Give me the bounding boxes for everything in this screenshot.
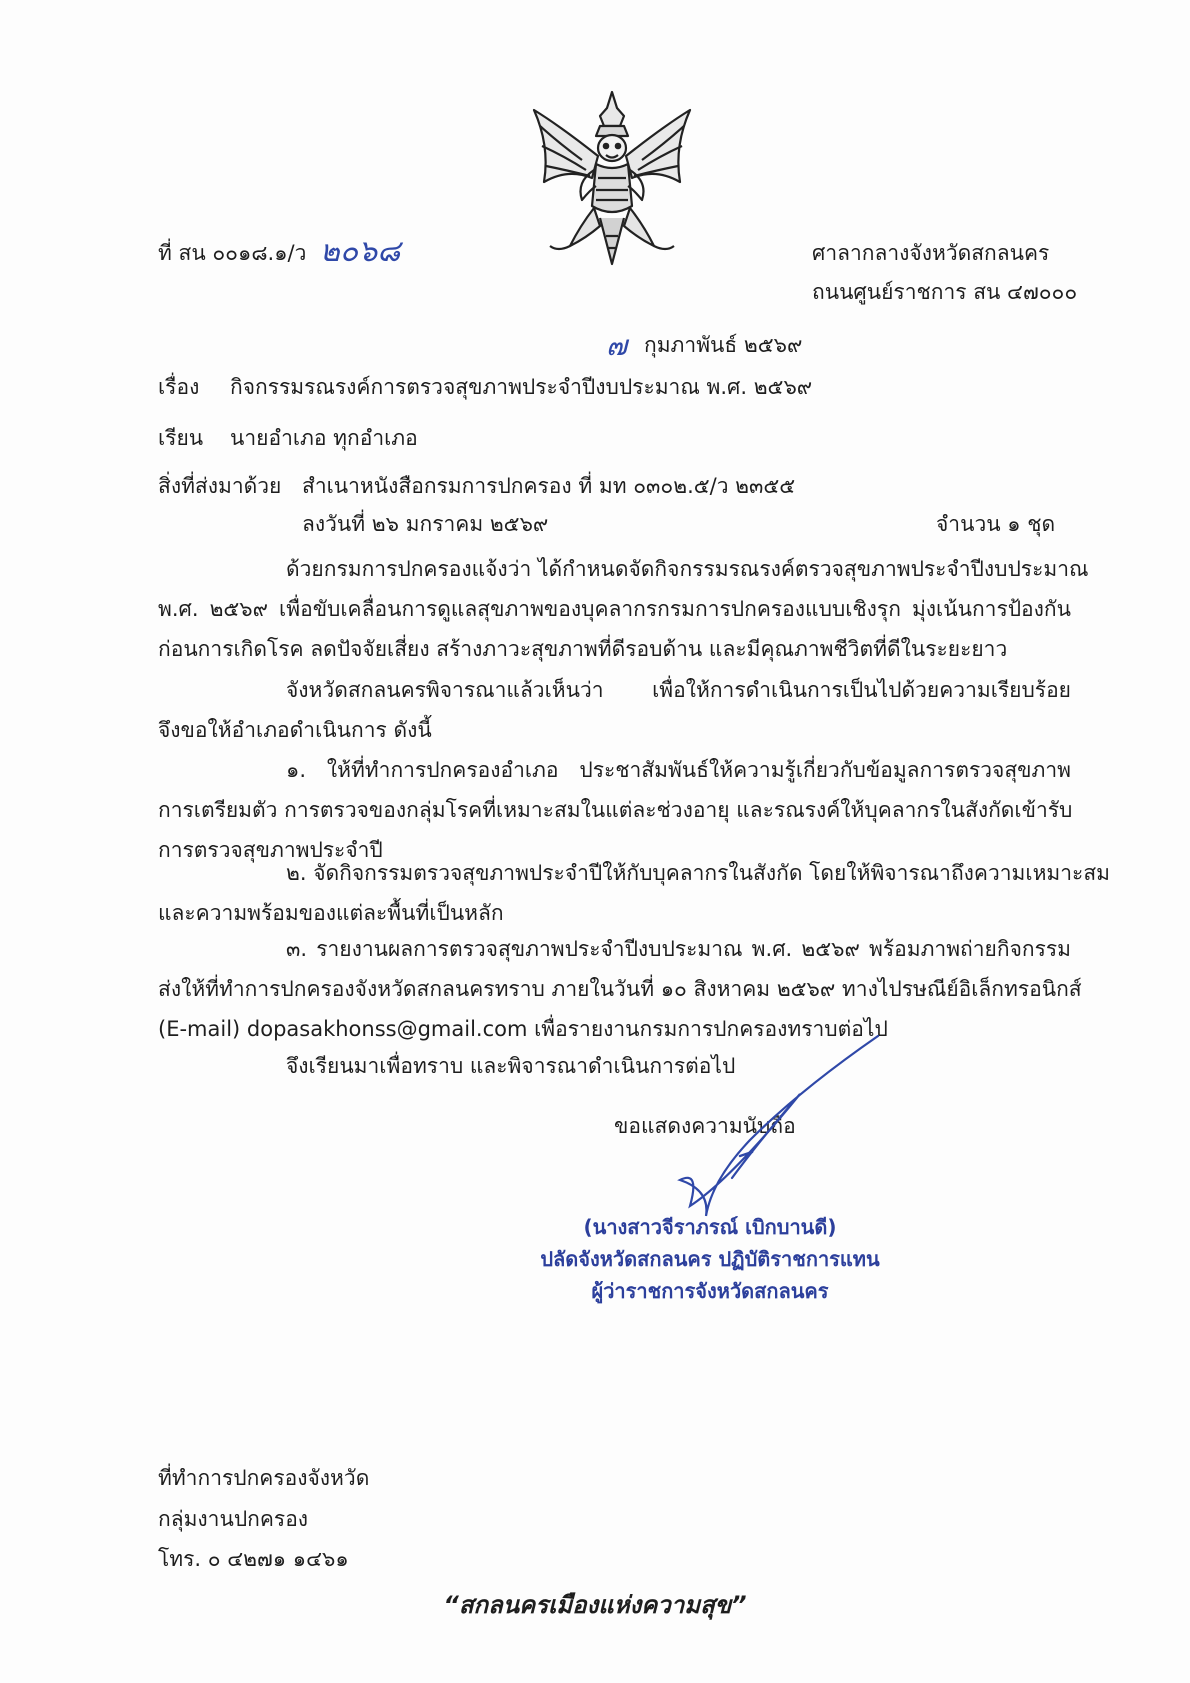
enclosure-label: สิ่งที่ส่งมาด้วย [158,474,282,498]
recipient-label: เรียน [158,426,204,450]
footer-section: กลุ่มงานปกครอง [158,1507,309,1531]
province-slogan: “สกลนครเมืองแห่งความสุข” [443,1591,747,1619]
signatory-block [520,1211,900,1307]
reference-number-handwritten: ๒๐๖๘ [320,234,401,269]
body-line: ๑. ให้ที่ทำการปกครองอำเภอ ประชาสัมพันธ์ให้ความรู้เกี่ยวกับข้อมูลการตรวจสุขภาพ [286,758,1071,782]
body-item-3 [158,929,1082,1049]
enclosure-line-2: ลงวันที่ ๒๖ มกราคม ๒๕๖๙ [302,512,549,536]
recipient-text: นายอำเภอ ทุกอำเภอ [230,426,418,450]
footer-phone: โทร. ๐ ๔๒๗๑ ๑๔๖๑ [158,1547,349,1571]
enclosure-line-1: สำเนาหนังสือกรมการปกครอง ที่ มท ๐๓๐๒.๕/ว ๒๓๕๕ [302,474,796,498]
signatory-position-2: ผู้ว่าราชการจังหวัดสกลนคร [591,1279,829,1303]
body-item-2 [158,853,1110,933]
date-day-handwritten: ๗ [606,329,628,362]
body-line: การเตรียมตัว การตรวจของกลุ่มโรคที่เหมาะสมในแต่ละช่วงอายุ และรณรงค์ให้บุคลากรในสังกัดเข้ารับ [158,798,1073,822]
body-line: ๓. รายงานผลการตรวจสุขภาพประจำปีงบประมาณ พ.ศ. ๒๕๖๙ พร้อมภาพถ่ายกิจกรรม [286,937,1071,961]
signatory-position-1: ปลัดจังหวัดสกลนคร ปฏิบัติราชการแทน [540,1247,880,1271]
body-line: จังหวัดสกลนครพิจารณาแล้วเห็นว่า เพื่อให้การดำเนินการเป็นไปด้วยความเรียบร้อย [286,678,1071,702]
body-paragraph-1 [158,549,1089,669]
handwritten-signature [640,1030,880,1230]
body-item-1 [158,750,1071,870]
regards-text: ขอแสดงความนับถือ [614,1114,796,1138]
body-line: (E-mail) dopasakhonss@gmail.com เพื่อรายงานกรมการปกครองทราบต่อไป [158,1017,888,1041]
enclosure-quantity: จำนวน ๑ ชุด [936,512,1056,536]
closing-sentence: จึงเรียนมาเพื่อทราบ และพิจารณาดำเนินการต่อไป [286,1054,736,1078]
office-name: ศาลากลางจังหวัดสกลนคร [812,241,1050,265]
body-line: พ.ศ. ๒๕๖๙ เพื่อขับเคลื่อนการดูแลสุขภาพของบุคลากรกรมการปกครองแบบเชิงรุก มุ่งเน้นการป้องกัน [158,597,1071,621]
body-line: จึงขอให้อำเภอดำเนินการ ดังนี้ [158,718,432,742]
reference-number-label: ที่ สน ๐๐๑๘.๑/ว [158,241,307,265]
body-line: และความพร้อมของแต่ละพื้นที่เป็นหลัก [158,901,504,925]
office-address: ถนนศูนย์ราชการ สน ๔๗๐๐๐ [812,280,1078,304]
signatory-name: (นางสาวจีราภรณ์ เบิกบานดี) [583,1215,837,1239]
body-line: ส่งให้ที่ทำการปกครองจังหวัดสกลนครทราบ ภายในวันที่ ๑๐ สิงหาคม ๒๕๖๙ ทางไปรษณีย์อิเล็กทรอนิกส์ [158,977,1082,1001]
body-paragraph-2 [158,670,1071,750]
date-month-year: กุมภาพันธ์ ๒๕๖๙ [644,333,803,357]
subject-label: เรื่อง [158,375,200,399]
body-line: ๒. จัดกิจกรรมตรวจสุขภาพประจำปีให้กับบุคลากรในสังกัด โดยให้พิจารณาถึงความเหมาะสม [286,861,1110,885]
subject-text: กิจกรรมรณรงค์การตรวจสุขภาพประจำปีงบประมาณ พ.ศ. ๒๕๖๙ [230,375,813,399]
body-line: การตรวจสุขภาพประจำปี [158,838,383,862]
garuda-emblem-icon [520,86,705,271]
body-line: ด้วยกรมการปกครองแจ้งว่า ได้กำหนดจัดกิจกรรมรณรงค์ตรวจสุขภาพประจำปีงบประมาณ [286,557,1089,581]
body-line: ก่อนการเกิดโรค ลดปัจจัยเสี่ยง สร้างภาวะสุขภาพที่ดีรอบด้าน และมีคุณภาพชีวิตที่ดีในระยะยาว [158,637,1008,661]
footer-office: ที่ทำการปกครองจังหวัด [158,1466,370,1490]
